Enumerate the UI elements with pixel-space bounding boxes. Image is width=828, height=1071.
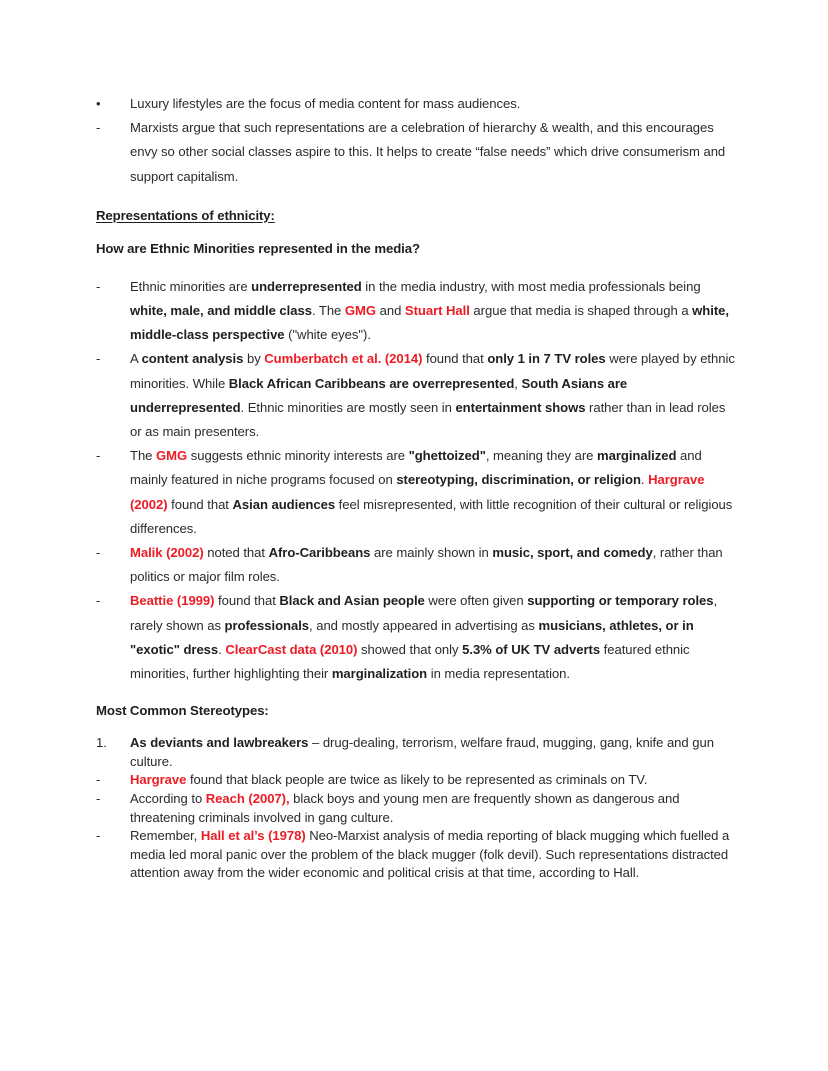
text-emphasis: white, male, and middle class bbox=[130, 303, 312, 319]
text-segment: featured ethnic minorities, further highlighting their bbox=[130, 641, 690, 682]
text-emphasis: marginalized bbox=[597, 448, 677, 464]
citation-hall-et-als-1978: Hall et al’s (1978) bbox=[200, 828, 306, 844]
text-segment: , and mostly appeared in advertising as bbox=[309, 617, 539, 633]
list-item bbox=[96, 771, 736, 790]
text-segment: Remember, bbox=[130, 828, 201, 844]
text-emphasis: underrepresented bbox=[251, 278, 362, 294]
list-item bbox=[96, 444, 736, 541]
text-segment: . Ethnic minorities are mostly seen in bbox=[240, 399, 456, 415]
text-emphasis: white, middle-class perspective bbox=[130, 303, 729, 343]
text-emphasis: supporting or temporary roles bbox=[527, 593, 714, 609]
text-segment: feel misrepresented, with little recognition of their cultural or religious differences. bbox=[130, 496, 733, 536]
text-segment: A bbox=[130, 351, 142, 367]
citation-malik-2002: Malik (2002) bbox=[130, 545, 204, 561]
text-segment: rather than in lead roles or as main presenters. bbox=[130, 399, 726, 440]
text-segment: . bbox=[218, 641, 226, 657]
text-emphasis: content analysis bbox=[141, 351, 244, 367]
spacer bbox=[96, 225, 736, 240]
citation-beattie-1999: Beattie (1999) bbox=[130, 593, 215, 609]
text-emphasis: Black and Asian people bbox=[279, 593, 425, 609]
text-segment: found that bbox=[214, 593, 280, 609]
list-item bbox=[96, 790, 736, 827]
text-segment: . The bbox=[311, 303, 345, 319]
subheading-how-are-ethnic-minorities: How are Ethnic Minorities represented in the media? bbox=[96, 240, 420, 256]
number-marker: 1. bbox=[96, 735, 107, 751]
text-segment: The bbox=[130, 448, 157, 464]
text-segment: found that bbox=[167, 496, 233, 512]
text-segment: , rather than politics or major film roles. bbox=[130, 545, 723, 585]
text-emphasis: only 1 in 7 TV roles bbox=[487, 351, 606, 367]
citation-hargrave-2002: Hargrave (2002) bbox=[130, 472, 705, 512]
dash-marker-icon: - bbox=[96, 593, 101, 609]
list-item bbox=[96, 734, 736, 771]
list-item-text bbox=[130, 790, 736, 827]
text-segment: Ethnic minorities are bbox=[130, 278, 252, 294]
text-emphasis: musicians, athletes, or in "exotic" dress bbox=[130, 617, 694, 657]
text-emphasis: marginalization bbox=[331, 666, 428, 682]
section-heading-ethnicity-wrap bbox=[96, 207, 736, 225]
text-emphasis: South Asians are underrepresented bbox=[130, 375, 628, 415]
text-emphasis: "ghettoized" bbox=[408, 448, 486, 464]
list-item-text bbox=[130, 827, 736, 883]
list-item bbox=[96, 541, 736, 589]
citation-gmg: GMG bbox=[344, 303, 377, 319]
bullet-marker-icon: • bbox=[96, 96, 101, 111]
text-segment: were often given bbox=[424, 593, 528, 609]
list-item-text bbox=[130, 444, 736, 541]
dash-marker-icon: - bbox=[96, 828, 101, 844]
citation-reach-2007: Reach (2007), bbox=[205, 791, 290, 807]
document-content bbox=[96, 92, 736, 883]
list-item bbox=[96, 827, 736, 883]
section-heading-ethnicity: Representations of ethnicity: bbox=[96, 207, 275, 223]
text-segment: noted that bbox=[203, 545, 269, 561]
text-segment: by bbox=[243, 351, 265, 367]
text-segment: , bbox=[514, 375, 522, 391]
text-segment: and mainly featured in niche programs focused on bbox=[130, 448, 702, 488]
dash-marker-icon: - bbox=[96, 120, 101, 136]
list-item-text bbox=[130, 275, 736, 348]
list-item-text bbox=[130, 734, 736, 771]
list-item bbox=[96, 589, 736, 686]
text-emphasis: As deviants and lawbreakers bbox=[130, 735, 309, 751]
list-item-text: Marxists argue that such representations are a celebration of hierarchy & wealth, and this encourages envy so other social classes aspire to this. It helps to create “false needs” which drive consumerism and support capitalism. bbox=[130, 120, 726, 184]
text-segment: and bbox=[376, 303, 405, 319]
text-segment: . bbox=[640, 472, 649, 488]
citation-clearcast-2010: ClearCast data (2010) bbox=[225, 641, 358, 657]
dash-marker-icon: - bbox=[96, 351, 101, 367]
text-emphasis: Asian audiences bbox=[232, 496, 336, 512]
text-segment: suggests ethnic minority interests are bbox=[187, 448, 409, 464]
spacer bbox=[96, 189, 736, 207]
spacer bbox=[96, 258, 736, 275]
text-emphasis: entertainment shows bbox=[455, 399, 586, 415]
text-segment: ("white eyes"). bbox=[284, 327, 371, 343]
citation-gmg: GMG bbox=[156, 448, 188, 464]
list-item bbox=[96, 275, 736, 348]
citation-hargrave: Hargrave bbox=[130, 772, 187, 788]
dash-marker-icon: - bbox=[96, 791, 101, 807]
text-segment: , meaning they are bbox=[485, 448, 597, 464]
list-item-text bbox=[130, 347, 736, 444]
text-emphasis: stereotyping, discrimination, or religion bbox=[396, 472, 641, 488]
text-segment: black boys and young men are frequently shown as dangerous and threatening criminals involved in gang culture. bbox=[130, 791, 680, 825]
citation-cumberbatch: Cumberbatch et al. (2014) bbox=[264, 351, 423, 367]
text-segment: – drug-dealing, terrorism, welfare fraud, mugging, gang, knife and gun culture. bbox=[130, 735, 714, 769]
text-segment: in media representation. bbox=[427, 666, 571, 682]
text-segment: found that black people are twice as likely to be represented as criminals on TV. bbox=[186, 772, 648, 788]
text-segment: Neo-Marxist analysis of media reporting of black mugging which fuelled a media led moral panic over the problem of the black mugger (folk devil). Such representations distracted attention away from the wider economic and political crisis at that time, according to Hall. bbox=[130, 828, 730, 881]
subheading-most-common-stereotypes: Most Common Stereotypes: bbox=[96, 703, 269, 719]
citation-stuart-hall: Stuart Hall bbox=[404, 303, 470, 319]
text-emphasis: Black African Caribbeans are overrepresented bbox=[228, 375, 515, 391]
text-segment: found that bbox=[422, 351, 488, 367]
dash-marker-icon: - bbox=[96, 278, 101, 294]
text-emphasis: music, sport, and comedy bbox=[492, 545, 653, 561]
text-emphasis: 5.3% of UK TV adverts bbox=[462, 641, 601, 657]
list-item bbox=[96, 347, 736, 444]
text-emphasis: Afro-Caribbeans bbox=[268, 545, 371, 561]
list-item bbox=[96, 116, 736, 189]
text-segment: were played by ethnic minorities. While bbox=[130, 351, 735, 391]
list-item-text bbox=[130, 771, 736, 790]
text-segment: in the media industry, with most media professionals being bbox=[361, 278, 701, 294]
list-item-text: Luxury lifestyles are the focus of media content for mass audiences. bbox=[130, 96, 521, 111]
list-item-text bbox=[130, 589, 736, 686]
subheading-how-are-ethnic-minorities-wrap bbox=[96, 240, 736, 258]
text-segment: argue that media is shaped through a bbox=[469, 303, 693, 319]
spacer bbox=[96, 686, 736, 702]
spacer bbox=[96, 720, 736, 734]
dash-marker-icon: - bbox=[96, 545, 101, 561]
dash-marker-icon: - bbox=[96, 448, 101, 464]
subheading-most-common-stereotypes-wrap bbox=[96, 702, 736, 720]
text-segment: According to bbox=[130, 791, 206, 807]
list-item bbox=[96, 92, 736, 116]
text-emphasis: professionals bbox=[224, 617, 310, 633]
text-segment: showed that only bbox=[357, 641, 463, 657]
text-segment: are mainly shown in bbox=[370, 545, 493, 561]
list-item-text bbox=[130, 541, 736, 589]
text-segment: , rarely shown as bbox=[130, 593, 718, 633]
dash-marker-icon: - bbox=[96, 772, 101, 788]
